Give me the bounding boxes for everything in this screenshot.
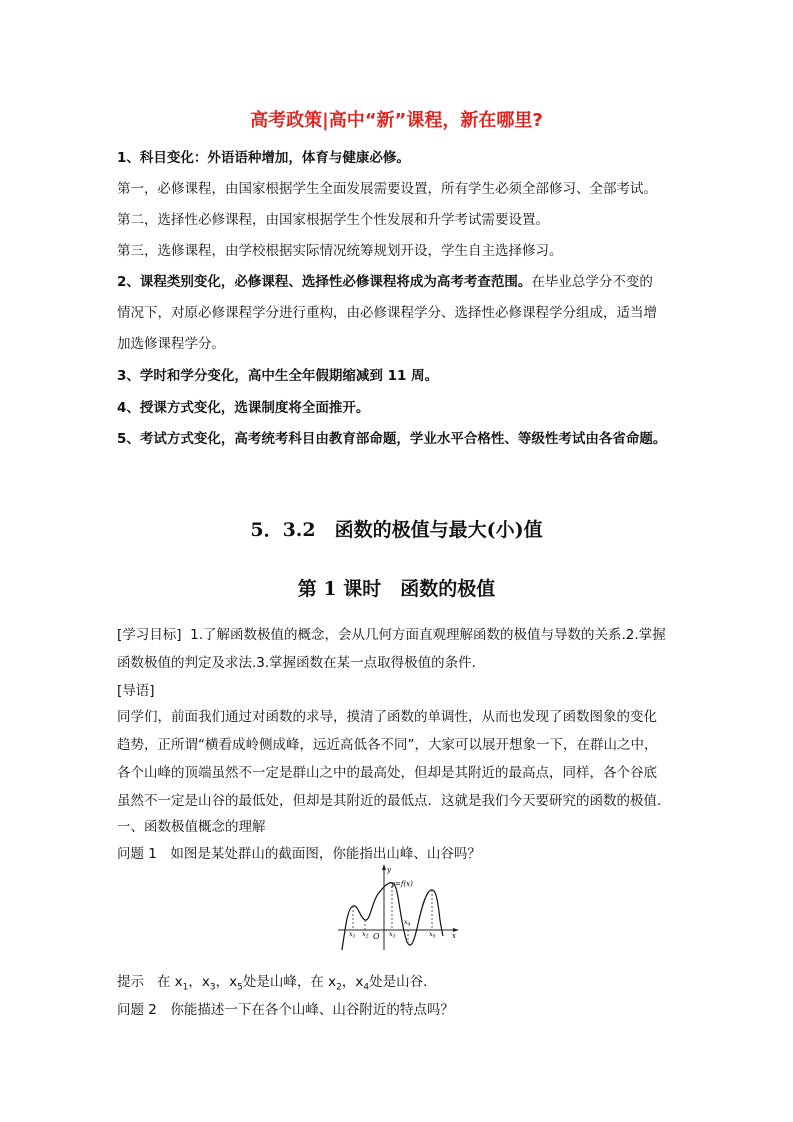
hint-label: 提示 [117,974,144,990]
policy-item-2-line-2: 情况下，对原必修课程学分进行重构，由必修课程学分、选择性必修课程学分组成，适当增 [117,305,657,321]
section-title: 5．3.2 函数的极值与最大(小)值 [250,519,543,541]
graph-function-label: y=f(x) [391,880,413,888]
lesson-title: 第 1 课时 函数的极值 [297,578,496,600]
policy-item-2-rest: 在毕业总学分不变的 [531,274,653,290]
hint-line: 提示 在 $x_1$，$x_3$，$x_5$处是山峰，在 $x_2$，$x_4$处是山谷． [117,974,437,993]
learning-goals-text: 1.了解函数极值的概念，会从几何方面直观理解函数的极值与导数的关系.2.掌握 [190,627,666,643]
policy-item-3: 3、学时和学分变化，高中生全年假期缩减到 11 周。 [117,368,439,384]
graph-y-label: y [387,866,391,874]
policy-item-2-bold: 2、课程类别变化，必修课程、选择性必修课程将成为高考考查范围。 [117,274,532,290]
function-curve [342,883,443,950]
policy-item-1: 1、科目变化：外语语种增加，体育与健康必修。 [117,150,410,166]
intro-line-1: 同学们，前面我们通过对函数的求导，摸清了函数的单调性，从而也发现了函数图象的变化 [117,709,657,725]
intro-line-4: 虽然不一定是山谷的最低处，但却是其附近的最低点．这就是我们今天要研究的函数的极值． [117,793,671,809]
policy-title: 高考政策|高中“新”课程，新在哪里? [250,110,543,131]
graph-x-label: x [452,932,456,940]
graph-x5-label: $x_5$ [429,930,436,940]
graph-origin-label: O [373,932,380,941]
intro-line-3: 各个山峰的顶端虽然不一定是群山之中的最高处，但却是其附近的最高点，同样，各个谷底 [117,765,657,781]
policy-item-4: 4、授课方式变化，选课制度将全面推开。 [117,400,370,416]
graph-x3-label: $x_3$ [389,930,396,940]
function-graph [336,862,462,952]
policy-item-2 [117,270,653,290]
learning-goals-line-2: 函数极值的判定及求法.3.掌握函数在某一点取得极值的条件． [117,655,486,671]
policy-paragraph-2: 第二，选择性必修课程，由国家根据学生个性发展和升学考试需要设置。 [117,212,549,228]
graph-x4-label: $x_4$ [404,918,411,928]
policy-paragraph-1: 第一，必修课程，由国家根据学生全面发展需要设置，所有学生必须全部修习、全部考试。 [117,181,657,197]
learning-goals-label: [学习目标] [117,627,182,643]
graph-x1-label: $x_1$ [349,930,356,940]
part-1-heading: 一、函数极值概念的理解 [117,819,266,835]
policy-item-5: 5、考试方式变化，高考统考科目由教育部命题，学业水平合格性、等级性考试由各省命题。 [117,431,667,447]
question-2: 问题 2 你能描述一下在各个山峰、山谷附近的特点吗？ [117,1002,454,1018]
intro-line-2: 趋势，正所谓“横看成岭侧成峰，远近高低各不同”，大家可以展开想象一下，在群山之中， [117,737,658,753]
intro-label: [导语] [117,683,155,699]
policy-item-2-line-3: 加选修课程学分。 [117,336,225,352]
graph-x2-label: $x_2$ [362,930,369,940]
policy-paragraph-3: 第三，选修课程，由学校根据实际情况统筹规划开设，学生自主选择修习。 [117,243,563,259]
question-1: 问题 1 如图是某处群山的截面图，你能指出山峰、山谷吗？ [117,846,481,862]
learning-goals-line-1 [117,623,682,643]
